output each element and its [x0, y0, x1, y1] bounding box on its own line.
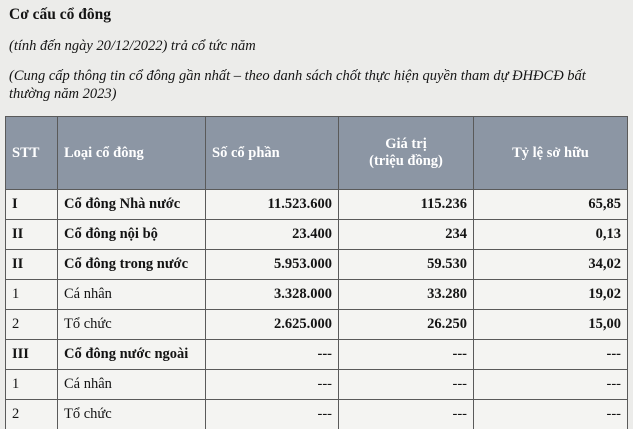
row-type: Cá nhân	[58, 370, 206, 400]
table-row	[6, 220, 628, 250]
row-stt: I	[6, 190, 58, 220]
row-value: ---	[339, 400, 474, 429]
row-shares: ---	[206, 370, 339, 400]
row-ratio: 0,13	[474, 220, 628, 250]
row-value: ---	[339, 340, 474, 370]
header-value-line1: Giá trị	[385, 136, 427, 152]
date-subtitle: (tính đến ngày 20/12/2022) trả cổ tức năm	[9, 38, 256, 54]
row-value: 26.250	[339, 310, 474, 340]
row-type: Cổ đông Nhà nước	[58, 190, 206, 220]
row-ratio: ---	[474, 400, 628, 429]
row-value: 59.530	[339, 250, 474, 280]
row-type: Tổ chức	[58, 310, 206, 340]
row-stt: II	[6, 220, 58, 250]
row-type: Cá nhân	[58, 280, 206, 310]
row-stt: 2	[6, 400, 58, 429]
row-stt: 1	[6, 370, 58, 400]
row-value: 33.280	[339, 280, 474, 310]
row-ratio: 34,02	[474, 250, 628, 280]
row-shares: ---	[206, 340, 339, 370]
row-shares: ---	[206, 400, 339, 429]
shareholder-structure-table	[5, 116, 628, 429]
table-row	[6, 250, 628, 280]
header-shareholder-type: Loại cổ đông	[58, 117, 206, 190]
header-shares: Số cổ phần	[206, 117, 339, 190]
section-heading: Cơ cấu cổ đông	[9, 6, 112, 23]
row-ratio: 19,02	[474, 280, 628, 310]
row-value: 115.236	[339, 190, 474, 220]
table-row	[6, 370, 628, 400]
row-ratio: 65,85	[474, 190, 628, 220]
table-row	[6, 400, 628, 429]
row-shares: 2.625.000	[206, 310, 339, 340]
table-row	[6, 340, 628, 370]
table-row	[6, 190, 628, 220]
header-stt: STT	[6, 117, 58, 190]
row-value: ---	[339, 370, 474, 400]
row-type: Cổ đông nội bộ	[58, 220, 206, 250]
table-row	[6, 280, 628, 310]
row-type: Tổ chức	[58, 400, 206, 429]
table-row	[6, 310, 628, 340]
row-shares: 3.328.000	[206, 280, 339, 310]
row-stt: III	[6, 340, 58, 370]
row-ratio: ---	[474, 340, 628, 370]
source-note: (Cung cấp thông tin cổ đông gần nhất – theo danh sách chốt thực hiện quyền tham dự ĐHĐCĐ bất thường năm 2023)	[9, 68, 586, 102]
table-header-row	[6, 117, 628, 190]
header-ownership-ratio: Tỷ lệ sở hữu	[474, 117, 628, 190]
header-value-line2: (triệu đồng)	[369, 153, 443, 169]
row-shares: 23.400	[206, 220, 339, 250]
row-stt: 1	[6, 280, 58, 310]
row-type: Cổ đông trong nước	[58, 250, 206, 280]
row-type: Cổ đông nước ngoài	[58, 340, 206, 370]
row-stt: 2	[6, 310, 58, 340]
row-shares: 5.953.000	[206, 250, 339, 280]
row-ratio: 15,00	[474, 310, 628, 340]
row-stt: II	[6, 250, 58, 280]
row-shares: 11.523.600	[206, 190, 339, 220]
header-value	[339, 117, 474, 190]
row-ratio: ---	[474, 370, 628, 400]
row-value: 234	[339, 220, 474, 250]
